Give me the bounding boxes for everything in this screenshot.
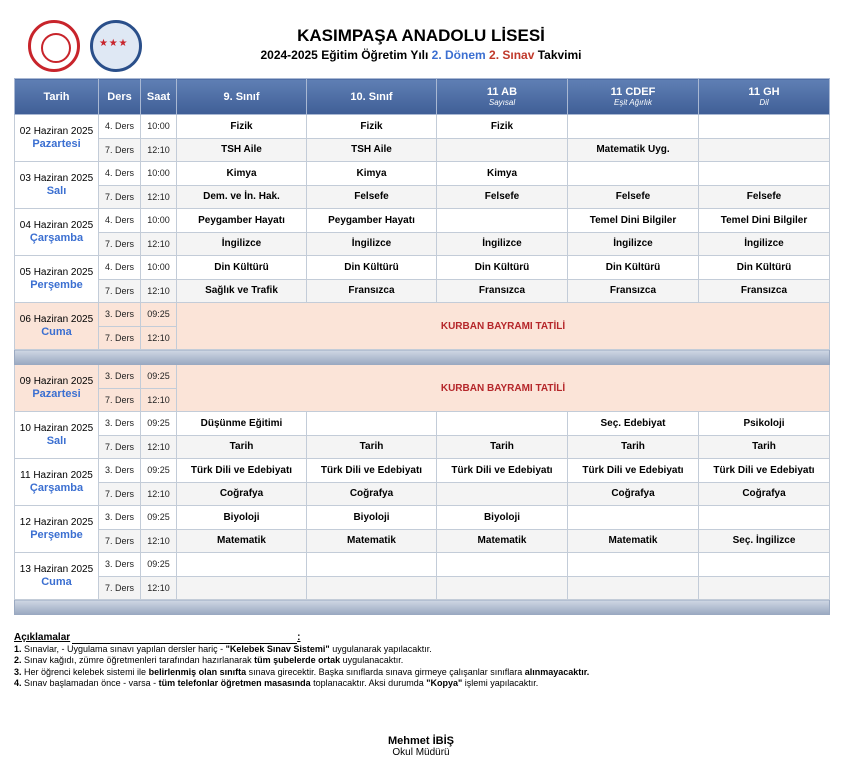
subject-cell-c10 [307,553,437,577]
subject-cell-c11cdef: Tarih [568,435,699,459]
subject-cell-c11gh [699,138,830,162]
notes-title-text: Açıklamalar [14,632,71,643]
lesson-cell: 4. Ders [99,115,141,139]
date-cell [15,506,99,553]
subject-cell-c11cdef: Din Kültürü [568,256,699,280]
time-cell: 12:10 [141,482,177,506]
subject-cell-c9: Tarih [177,435,307,459]
subject-cell-c11gh [699,115,830,139]
time-cell: 09:25 [141,459,177,483]
subtitle-year: 2024-2025 Eğitim Öğretim Yılı [260,48,432,62]
col-header-11cdef-sub: Eşit Ağırlık [614,98,652,107]
subject-cell-c11ab: Matematik [437,529,568,553]
subject-cell-c11gh: Din Kültürü [699,256,830,280]
holiday-row [15,365,830,389]
note-text: toplanacaktır. Aksi durumda [310,678,427,688]
lesson-cell: 7. Ders [99,279,141,303]
subject-cell-c9: Din Kültürü [177,256,307,280]
time-cell: 10:00 [141,209,177,233]
lesson-cell: 7. Ders [99,482,141,506]
subject-cell-c11cdef: Seç. Edebiyat [568,412,699,436]
subject-cell-c9: Türk Dili ve Edebiyatı [177,459,307,483]
schedule-subtitle [0,48,842,62]
subject-cell-c11gh [699,162,830,186]
table-row [15,138,830,162]
subtitle-suffix: Takvimi [534,48,582,62]
holiday-label: KURBAN BAYRAMI TATİLİ [177,365,830,412]
time-cell: 12:10 [141,279,177,303]
table-row [15,185,830,209]
subject-cell-c11gh [699,506,830,530]
day-name: Perşembe [30,279,83,291]
note-text: alınmayacaktır. [524,666,590,677]
day-name: Çarşamba [29,232,84,244]
subject-cell-c9: İngilizce [177,232,307,256]
holiday-label: KURBAN BAYRAMI TATİLİ [177,303,830,350]
subject-cell-c11cdef [568,115,699,139]
day-name: Cuma [41,576,72,588]
subject-cell-c9: Matematik [177,529,307,553]
note-text: 3. [14,666,25,677]
subject-cell-c11gh: Fransızca [699,279,830,303]
date-cell [15,115,99,162]
lesson-cell: 7. Ders [99,326,141,350]
subject-cell-c10: Coğrafya [307,482,437,506]
note-text: 4. [14,678,25,688]
date-cell [15,459,99,506]
subject-cell-c11ab: Din Kültürü [437,256,568,280]
subject-cell-c9: Biyoloji [177,506,307,530]
subject-cell-c9 [177,576,307,600]
subject-cell-c10: Türk Dili ve Edebiyatı [307,459,437,483]
subtitle-exam: 2. Sınav [489,48,535,62]
subject-cell-c10: TSH Aile [307,138,437,162]
date-cell [15,553,99,600]
lesson-cell: 3. Ders [99,553,141,577]
col-header-11gh-sub: Dil [759,98,769,107]
table-row [15,459,830,483]
lesson-cell: 4. Ders [99,209,141,233]
time-cell: 12:10 [141,232,177,256]
lesson-cell: 3. Ders [99,412,141,436]
week-separator [15,350,830,365]
subject-cell-c10: Biyoloji [307,506,437,530]
lesson-cell: 7. Ders [99,435,141,459]
date-cell [15,256,99,303]
lesson-cell: 4. Ders [99,256,141,280]
table-row [15,279,830,303]
subject-cell-c11ab: İngilizce [437,232,568,256]
subject-cell-c10 [307,412,437,436]
time-cell: 09:25 [141,553,177,577]
subject-cell-c11ab: Felsefe [437,185,568,209]
subject-cell-c11gh: Seç. İngilizce [699,529,830,553]
lesson-cell: 3. Ders [99,506,141,530]
time-cell: 12:10 [141,435,177,459]
day-name: Perşembe [30,529,83,541]
subject-cell-c10: Matematik [307,529,437,553]
notes-title [14,632,829,644]
time-cell: 12:10 [141,185,177,209]
page-header [0,0,842,78]
lesson-cell: 7. Ders [99,388,141,412]
date-text: 04 Haziran 2025 [19,220,94,231]
separator-cell [15,600,830,615]
subject-cell-c11cdef: Felsefe [568,185,699,209]
date-text: 03 Haziran 2025 [19,173,94,184]
school-name: KASIMPAŞA ANADOLU LİSESİ [297,26,545,45]
date-text: 11 Haziran 2025 [20,470,93,481]
subject-cell-c11cdef: Coğrafya [568,482,699,506]
subject-cell-c11gh: Felsefe [699,185,830,209]
note-text: uygulanarak yapılacaktır. [329,643,432,654]
time-cell: 09:25 [141,303,177,327]
time-cell: 10:00 [141,162,177,186]
note-text: tüm şubelerde ortak [254,655,341,665]
subject-cell-c10: Din Kültürü [307,256,437,280]
col-header-11cdef [568,79,699,115]
lesson-cell: 3. Ders [99,303,141,327]
subject-cell-c11cdef [568,506,699,530]
subject-cell-c11ab [437,138,568,162]
subject-cell-c9: TSH Aile [177,138,307,162]
principal-name: Mehmet İBİŞ [387,735,454,747]
col-header-11gh-label: 11 GH [748,86,780,98]
date-cell [15,303,99,350]
subject-cell-c11ab: Biyoloji [437,506,568,530]
time-cell: 12:10 [141,576,177,600]
table-row [15,576,830,600]
time-cell: 10:00 [141,256,177,280]
principal-title: Okul Müdürü [392,747,450,758]
subject-cell-c11ab [437,576,568,600]
col-header-tarih: Tarih [15,79,99,115]
subject-cell-c11cdef [568,162,699,186]
subject-cell-c10: Fransızca [307,279,437,303]
table-row [15,412,830,436]
table-row [15,232,830,256]
subject-cell-c9: Peygamber Hayatı [177,209,307,233]
time-cell: 12:10 [141,326,177,350]
note-item [14,655,829,667]
week-separator [15,600,830,615]
notes-list [14,644,829,690]
time-cell: 09:25 [141,365,177,389]
date-text: 10 Haziran 2025 [19,423,94,434]
col-header-11ab-label: 11 AB [486,86,518,98]
table-body [15,115,830,615]
note-text: belirlenmiş olan sınıfta [148,666,247,677]
subject-cell-c11cdef: Matematik [568,529,699,553]
subject-cell-c11gh: Temel Dini Bilgiler [699,209,830,233]
subject-cell-c10 [307,576,437,600]
subtitle-term: 2. Dönem [431,48,486,62]
time-cell: 09:25 [141,506,177,530]
note-text: 2. [14,655,25,665]
note-text: işlemi yapılacaktır. [462,678,539,688]
subject-cell-c10: Kimya [307,162,437,186]
date-text: 13 Haziran 2025 [19,564,94,575]
subject-cell-c10: Felsefe [307,185,437,209]
col-header-10: 10. Sınıf [307,79,437,115]
note-text: 1. [14,643,25,654]
lesson-cell: 7. Ders [99,529,141,553]
note-text: sınava girecektir. Başka sınıflarda sınava girmeye çalışanlar sınıflara [246,666,525,677]
note-text: "Kopya" [426,678,463,688]
subject-cell-c11ab [437,482,568,506]
date-text: 02 Haziran 2025 [19,126,94,137]
subject-cell-c11ab: Fizik [437,115,568,139]
time-cell: 09:25 [141,412,177,436]
note-text: tüm telefonlar öğretmen masasında [158,678,311,688]
subject-cell-c11ab: Tarih [437,435,568,459]
subject-cell-c11gh [699,553,830,577]
subject-cell-c9: Dem. ve İn. Hak. [177,185,307,209]
time-cell: 12:10 [141,138,177,162]
subject-cell-c11ab: Kimya [437,162,568,186]
subject-cell-c11cdef: Fransızca [568,279,699,303]
day-name: Cuma [41,326,72,338]
date-cell [15,162,99,209]
subject-cell-c10: Fizik [307,115,437,139]
exam-schedule-table [14,78,830,615]
subject-cell-c9: Fizik [177,115,307,139]
notes-section [14,632,829,690]
table-row [15,482,830,506]
subject-cell-c9: Düşünme Eğitimi [177,412,307,436]
col-header-ders: Ders [99,79,141,115]
note-item [14,644,829,656]
subject-cell-c11gh: Türk Dili ve Edebiyatı [699,459,830,483]
date-text: 12 Haziran 2025 [19,517,94,528]
note-item [14,678,829,690]
table-row [15,435,830,459]
note-text: Her öğrenci kelebek sistemi ile [24,666,149,677]
lesson-cell: 7. Ders [99,185,141,209]
note-text: "Kelebek Sınav Sistemi" [225,643,330,654]
lesson-cell: 7. Ders [99,138,141,162]
col-header-11cdef-label: 11 CDEF [610,86,656,98]
notes-title-colon: : [297,632,301,643]
subject-cell-c10: Tarih [307,435,437,459]
date-text: 06 Haziran 2025 [19,314,94,325]
subject-cell-c11ab [437,209,568,233]
col-header-11ab-sub: Sayısal [488,98,516,107]
date-cell [15,412,99,459]
subject-cell-c11gh: Tarih [699,435,830,459]
table-row [15,115,830,139]
time-cell: 12:10 [141,388,177,412]
table-row [15,256,830,280]
col-header-saat: Saat [141,79,177,115]
subject-cell-c11cdef: İngilizce [568,232,699,256]
table-row [15,506,830,530]
subject-cell-c11gh: Coğrafya [699,482,830,506]
table-row [15,529,830,553]
subject-cell-c11gh [699,576,830,600]
day-name: Pazartesi [32,138,81,150]
subject-cell-c11cdef [568,553,699,577]
table-row [15,209,830,233]
subject-cell-c11ab: Fransızca [437,279,568,303]
holiday-row [15,303,830,327]
date-text: 05 Haziran 2025 [19,267,94,278]
subject-cell-c11cdef: Türk Dili ve Edebiyatı [568,459,699,483]
subject-cell-c11ab [437,412,568,436]
date-cell [15,365,99,412]
date-cell [15,209,99,256]
table-row [15,553,830,577]
note-item [14,667,829,679]
day-name: Salı [46,185,67,197]
col-header-11gh [699,79,830,115]
signature-block [0,735,842,758]
lesson-cell: 4. Ders [99,162,141,186]
table-header-row [15,79,830,115]
table-row [15,162,830,186]
subject-cell-c11gh: Psikoloji [699,412,830,436]
subject-cell-c11ab [437,553,568,577]
col-header-11ab [437,79,568,115]
col-header-9: 9. Sınıf [177,79,307,115]
subject-cell-c11ab: Türk Dili ve Edebiyatı [437,459,568,483]
separator-cell [15,350,830,365]
subject-cell-c9 [177,553,307,577]
note-text: Sınav başlamadan önce - varsa - [24,678,159,688]
note-text: Sınavlar, - Uygulama sınavı yapılan dersler hariç - [24,643,226,654]
lesson-cell: 3. Ders [99,459,141,483]
day-name: Pazartesi [32,388,81,400]
subject-cell-c11cdef [568,576,699,600]
note-text: uygulanacaktır. [340,655,404,665]
subject-cell-c9: Kimya [177,162,307,186]
lesson-cell: 3. Ders [99,365,141,389]
subject-cell-c10: İngilizce [307,232,437,256]
day-name: Salı [46,435,67,447]
subject-cell-c10: Peygamber Hayatı [307,209,437,233]
date-text: 09 Haziran 2025 [19,376,94,387]
time-cell: 12:10 [141,529,177,553]
subject-cell-c9: Sağlık ve Trafik [177,279,307,303]
note-text: Sınav kağıdı, zümre öğretmenleri tarafından hazırlanarak [24,655,255,665]
subject-cell-c11cdef: Matematik Uyg. [568,138,699,162]
subject-cell-c11gh: İngilizce [699,232,830,256]
subject-cell-c9: Coğrafya [177,482,307,506]
lesson-cell: 7. Ders [99,576,141,600]
lesson-cell: 7. Ders [99,232,141,256]
time-cell: 10:00 [141,115,177,139]
day-name: Çarşamba [29,482,84,494]
subject-cell-c11cdef: Temel Dini Bilgiler [568,209,699,233]
